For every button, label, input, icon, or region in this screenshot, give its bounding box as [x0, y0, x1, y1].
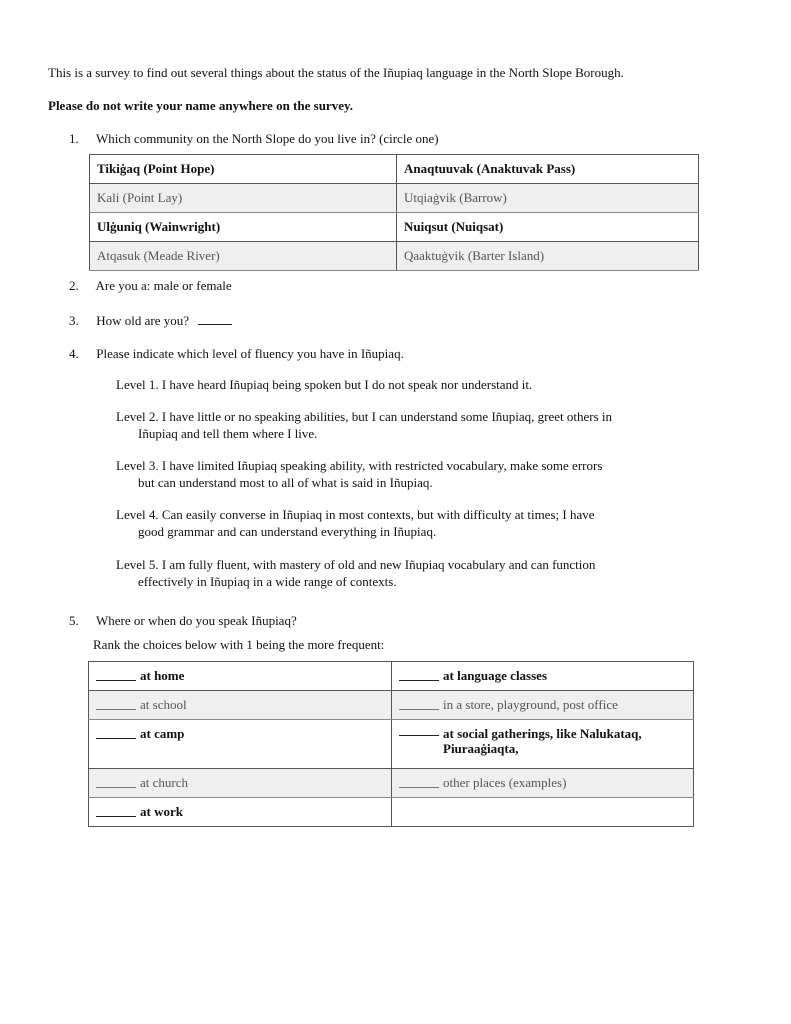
- place-label: in a store, playground, post office: [443, 697, 618, 712]
- question-text: Please indicate which level of fluency you have in Iñupiaq.: [96, 346, 404, 361]
- fluency-level-4[interactable]: [116, 506, 676, 540]
- fluency-level-1[interactable]: [116, 376, 676, 393]
- place-option: [89, 662, 392, 691]
- level-text-continued: effectively in Iñupiaq in a wide range of contexts.: [138, 574, 397, 589]
- place-label: at language classes: [443, 668, 547, 683]
- place-option: [89, 769, 392, 798]
- community-option[interactable]: Kali (Point Lay): [90, 184, 397, 213]
- community-option[interactable]: Utqiaġvik (Barrow): [397, 184, 699, 213]
- question-4: [69, 346, 404, 362]
- place-label: at camp: [140, 726, 185, 741]
- level-text: Level 3. I have limited Iñupiaq speaking ability, with restricted vocabulary, make some errors: [116, 458, 603, 473]
- rank-blank-line[interactable]: [399, 671, 439, 681]
- question-text: Which community on the North Slope do you live in? (circle one): [96, 131, 439, 146]
- empty-cell: [392, 798, 694, 827]
- speaking-places-table: [88, 661, 694, 827]
- level-text: Level 1. I have heard Iñupiaq being spoken but I do not speak nor understand it.: [116, 377, 533, 392]
- community-option[interactable]: Qaaktuġvik (Barter Island): [397, 242, 699, 271]
- community-table: [89, 154, 699, 271]
- community-option[interactable]: Tikiġaq (Point Hope): [90, 155, 397, 184]
- community-option[interactable]: Nuiqsut (Nuiqsat): [397, 213, 699, 242]
- question-text: Where or when do you speak Iñupiaq?: [96, 613, 297, 628]
- place-label: at school: [140, 697, 187, 712]
- rank-blank-line[interactable]: [399, 700, 439, 710]
- level-text: Level 4. Can easily converse in Iñupiaq in most contexts, but with difficulty at times; I have: [116, 507, 595, 522]
- question-number: 5.: [69, 613, 79, 628]
- question-number: 3.: [69, 313, 79, 328]
- community-option[interactable]: Ulġuniq (Wainwright): [90, 213, 397, 242]
- level-text-continued: Iñupiaq and tell them where I live.: [138, 426, 318, 441]
- table-row: [90, 184, 699, 213]
- ranking-instruction: Rank the choices below with 1 being the more frequent:: [93, 637, 385, 652]
- place-option: [89, 720, 392, 769]
- rank-blank-line[interactable]: [399, 778, 439, 788]
- table-row: [90, 213, 699, 242]
- level-text-continued: good grammar and can understand everything in Iñupiaq.: [138, 524, 437, 539]
- question-5: [69, 613, 297, 629]
- question-number: 4.: [69, 346, 79, 361]
- table-row: [89, 720, 694, 769]
- anonymity-notice: Please do not write your name anywhere on the survey.: [48, 98, 353, 113]
- level-text: Level 5. I am fully fluent, with mastery of old and new Iñupiaq vocabulary and can function: [116, 557, 596, 572]
- rank-blank-line[interactable]: [96, 807, 136, 817]
- place-label: at home: [140, 668, 185, 683]
- place-option: [392, 720, 694, 769]
- rank-blank-line[interactable]: [399, 726, 439, 736]
- place-option: [392, 691, 694, 720]
- age-blank-line[interactable]: [198, 314, 232, 325]
- table-row: [89, 691, 694, 720]
- place-label: at social gatherings, like Nalukataq, Piuraaġiaqta,: [443, 726, 642, 756]
- place-label: at work: [140, 804, 183, 819]
- table-row: [89, 798, 694, 827]
- level-text-continued: but can understand most to all of what is said in Iñupiaq.: [138, 475, 433, 490]
- table-row: [89, 769, 694, 798]
- rank-blank-line[interactable]: [96, 671, 136, 681]
- fluency-level-3[interactable]: [116, 457, 676, 491]
- table-row: [90, 242, 699, 271]
- question-number: 2.: [69, 278, 79, 293]
- rank-blank-line[interactable]: [96, 700, 136, 710]
- place-option: [392, 769, 694, 798]
- question-text: How old are you?: [96, 313, 190, 328]
- community-option[interactable]: Atqasuk (Meade River): [90, 242, 397, 271]
- fluency-level-5[interactable]: [116, 556, 676, 590]
- table-row: [90, 155, 699, 184]
- question-3: [69, 313, 232, 329]
- level-text: Level 2. I have little or no speaking abilities, but I can understand some Iñupiaq, greet others in: [116, 409, 613, 424]
- question-number: 1.: [69, 131, 79, 146]
- rank-blank-line[interactable]: [96, 778, 136, 788]
- place-label: other places (examples): [443, 775, 567, 790]
- place-option: [392, 662, 694, 691]
- fluency-level-2[interactable]: [116, 408, 676, 442]
- community-option[interactable]: Anaqtuuvak (Anaktuvak Pass): [397, 155, 699, 184]
- place-option: [89, 691, 392, 720]
- question-2: [69, 278, 232, 294]
- rank-blank-line[interactable]: [96, 729, 136, 739]
- question-1: [69, 131, 439, 147]
- survey-intro: This is a survey to find out several things about the status of the Iñupiaq language in the North Slope Borough.: [48, 65, 624, 80]
- table-row: [89, 662, 694, 691]
- question-text[interactable]: Are you a: male or female: [95, 278, 232, 293]
- place-option: [89, 798, 392, 827]
- place-label: at church: [140, 775, 189, 790]
